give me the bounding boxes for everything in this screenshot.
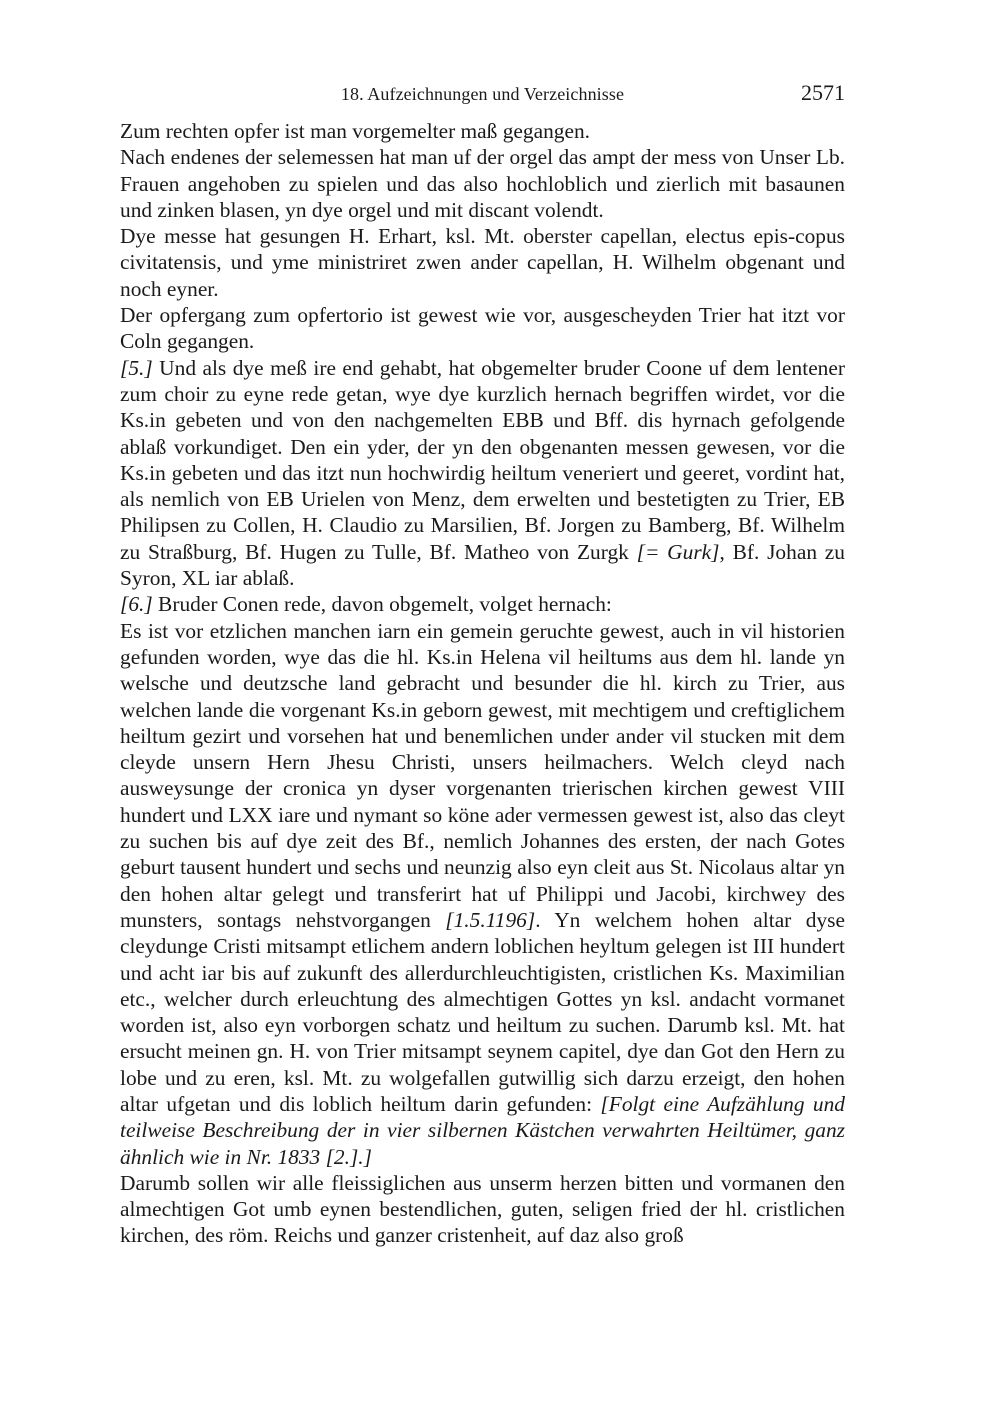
section-marker: [6.] xyxy=(120,592,153,617)
text-segment: , Bf. Johan zu Syron, XL iar ablaß. xyxy=(120,539,845,591)
paragraph xyxy=(120,144,845,223)
text-body xyxy=(120,118,845,1249)
text-segment: Der opfergang zum opfertorio ist gewest wie vor, ausgescheyden Trier hat itzt vor Coln gegangen. xyxy=(120,303,845,354)
running-head: 18. Aufzeichnungen und Verzeichnisse xyxy=(340,84,625,104)
text-segment: Zum rechten opfer ist man vorgemelter maß gegangen. xyxy=(120,119,591,143)
paragraph xyxy=(120,302,845,355)
paragraph xyxy=(120,1170,845,1249)
text-segment: Dye messe hat gesungen H. Erhart, ksl. Mt. oberster capellan, electus epis-copus civitatensis, und yme ministriret zwen ander capellan, H. Wilhelm obgenant und noch eyner. xyxy=(120,224,845,301)
paragraph xyxy=(120,591,845,617)
text-segment: Darumb sollen wir alle fleissiglichen aus unserm herzen bitten und vormanen den almechtigen Got umb eynen bestendlichen, guten, seligen fried der hl. cristlichen kirchen, des röm. Reichs und ganzer cristenheit, auf daz also groß xyxy=(120,1170,845,1248)
editorial-date: [1.5.1196] xyxy=(445,907,536,932)
text-segment: Nach endenes der selemessen hat man uf der orgel das ampt der mess von Unser Lb. Frauen angehoben zu spielen und das also hochloblich und zierlich mit basaunen und zinken blasen, yn dye orgel und mit discant volendt. xyxy=(120,145,845,222)
text-segment: Es ist vor etzlichen manchen iarn ein gemein geruchte gewest, auch in vil historien gefunden worden, wye das die hl. Ks.in Helena vil heiltums aus dem hl. lande yn welsche und deutzsche land gebracht und besunder die hl. kirch zu Trier, aus welchen lande die vorgenant Ks.in geborn gewest, mit mechtigem und creftiglichem heiltum gezirt und vorsehen hat und benemlichen under ander vil stucken mit dem cleyde unsern Hern Jhesu Christi, unsers heilmachers. Welch cleyd nach ausweysunge der cronica yn dyser vorgenanten trierischen kirchen gewest VIII hundert und LXX iare und nymant so köne ader vermessen gewest ist, also das cleyt zu suchen bis auf dye zeit des Bf., nemlich Johannes des ersten, der nach Gotes geburt tausent hundert und sechs und neunzig also eyn cleit aus St. Nicolaus altar yn den hohen altar gelegt und transferirt hat uf Philippi und Jacobi, kirchwey des munsters, sontags nehstvorgangen xyxy=(120,618,845,932)
paragraph xyxy=(120,223,845,302)
text-segment: Bruder Conen rede, davon obgemelt, volget hernach: xyxy=(152,592,612,617)
section-marker: [5.] xyxy=(120,355,153,380)
paragraph xyxy=(120,618,845,1170)
paragraph xyxy=(120,118,845,144)
page-number: 2571 xyxy=(801,80,845,105)
text-segment: Und als dye meß ire end gehabt, hat obgemelter bruder Coone uf dem lentener zum choir zu eyne rede getan, wye dye kurzlich hernach begriffen wirdet, vor die Ks.in gebeten und von den nachgemelten EBB und Bff. dis hyrnach gefolgende ablaß vorkundiget. Den ein yder, der yn den obgenanten messen gewesen, vor die Ks.in gebeten und das itzt nun hochwirdig heiltum veneriert und geeret, vordint hat, als nemlich von EB Urielen von Menz, dem erwelten und bestetigten zu Trier, EB Philipsen zu Collen, H. Claudio zu Marsilien, Bf. Jorgen zu Bamberg, Bf. Wilhelm zu Straßburg, Bf. Hugen zu Tulle, Bf. Matheo von Zurgk xyxy=(120,355,845,564)
text-segment: . Yn welchem hohen altar dyse cleydunge Cristi mitsampt etlichem andern loblichen heyltum gelegen ist III hundert und acht iar bis auf zukunft des allerdurchleuchtigisten, cristlichen Ks. Maximilian etc., welcher durch erleuchtung des almechtigen Gottes yn ksl. andacht vormanet worden ist, also eyn vorborgen schatz und heiltum zu suchen. Darumb ksl. Mt. hat ersucht meinen gn. H. von Trier mitsampt seynem capitel, dye dan Got den Hern zu lobe und zu eren, ksl. Mt. zu wolgefallen gutwillig sich darzu erzeigt, den hohen altar ufgetan und dis loblich heiltum darin gefunden: xyxy=(120,907,846,1116)
editorial-note: [= Gurk] xyxy=(636,539,720,564)
editorial-note: [Folgt eine Aufzählung und teilweise Beschreibung der in vier silbernen Kästchen verwahrten Heiltümer, ganz ähnlich wie in Nr. 1833 [2.].] xyxy=(120,1091,845,1169)
paragraph xyxy=(120,355,845,592)
page-header xyxy=(120,80,845,110)
